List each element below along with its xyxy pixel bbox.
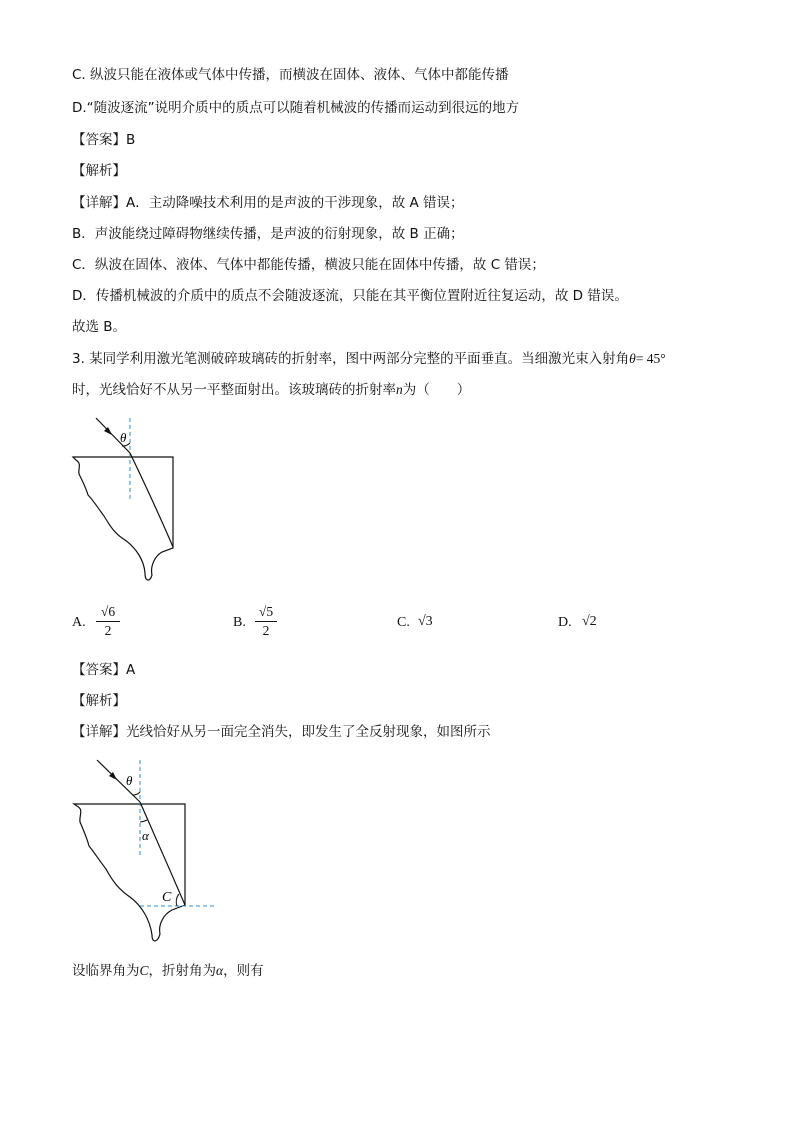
q3-stem-text1: 3. 某同学利用激光笔测破碎玻璃砖的折射率，图中两部分完整的平面垂直。当细激光束入射角	[72, 351, 630, 367]
q3-answer-value: A	[126, 662, 136, 678]
c-arc-2	[176, 894, 179, 906]
answer-label: 【答案】	[72, 132, 126, 148]
q3-equals-45: = 45°	[635, 351, 666, 366]
theta-arc-2	[132, 792, 140, 795]
last-text-c: ，则有	[223, 963, 264, 979]
option-b-denominator: 2	[262, 623, 270, 638]
analysis-label-q3: 【解析】	[72, 693, 126, 709]
last-alpha: α	[216, 963, 224, 978]
incident-ray-2	[97, 760, 140, 802]
answer-value: B	[126, 132, 136, 148]
last-text-b: ，折射角为	[148, 963, 217, 979]
last-text-a: 设临界角为	[72, 963, 140, 979]
option-c-label: C.	[397, 615, 410, 630]
q3-answer-label: 【答案】	[72, 662, 126, 678]
last-line	[72, 962, 264, 980]
glass-outline-2	[74, 804, 185, 941]
option-c-value: √3	[418, 614, 433, 629]
detail-a-text: A．主动降噪技术利用的是声波的干涉现象，故 A 错误；	[126, 195, 464, 211]
option-b-numerator: √5	[258, 604, 274, 619]
detail-c-line: C．纵波在固体、液体、气体中都能传播，横波只能在固体中传播，故 C 错误；	[72, 257, 545, 273]
q3-detail-label: 【详解】	[72, 724, 126, 740]
fig2-c-label: C	[162, 890, 172, 905]
q3-n: n	[396, 382, 403, 397]
option-a-label: A.	[72, 615, 86, 630]
q3-detail-text: 光线恰好从另一面完全消失，即发生了全反射现象，如图所示	[126, 724, 491, 740]
q3-theta: θ	[629, 351, 636, 366]
option-b-label: B.	[233, 615, 246, 630]
last-c: C	[139, 963, 149, 978]
detail-b-line: B．声波能绕过障碍物继续传播，是声波的衍射现象，故 B 正确；	[72, 226, 464, 242]
detail-label: 【详解】	[72, 195, 126, 211]
option-a-denominator: 2	[104, 623, 112, 638]
fig1-theta-label: θ	[120, 430, 127, 445]
option-d-prev: D.“随波逐流”说明介质中的质点可以随着机械波的传播而运动到很远的地方	[72, 100, 520, 116]
option-c-prev: C. 纵波只能在液体或气体中传播，而横波在固体、液体、气体中都能传播	[72, 67, 509, 83]
conclusion-prev: 故选 B。	[72, 319, 127, 335]
option-d-label: D.	[558, 615, 572, 630]
fig2-theta-label: θ	[126, 773, 133, 788]
option-a-numerator: √6	[100, 604, 116, 619]
q3-stem-text3: 为（ ）	[402, 382, 471, 398]
q3-stem-text2: 时，光线恰好不从另一平整面射出。该玻璃砖的折射率	[72, 382, 396, 398]
fig2-alpha-label: α	[142, 828, 149, 843]
alpha-arc-2	[140, 820, 147, 822]
detail-d-line: D．传播机械波的介质中的质点不会随波逐流，只能在其平衡位置附近往复运动，故 D 错误。	[72, 288, 628, 304]
option-d-value: √2	[582, 614, 597, 629]
analysis-label-prev: 【解析】	[72, 163, 126, 179]
